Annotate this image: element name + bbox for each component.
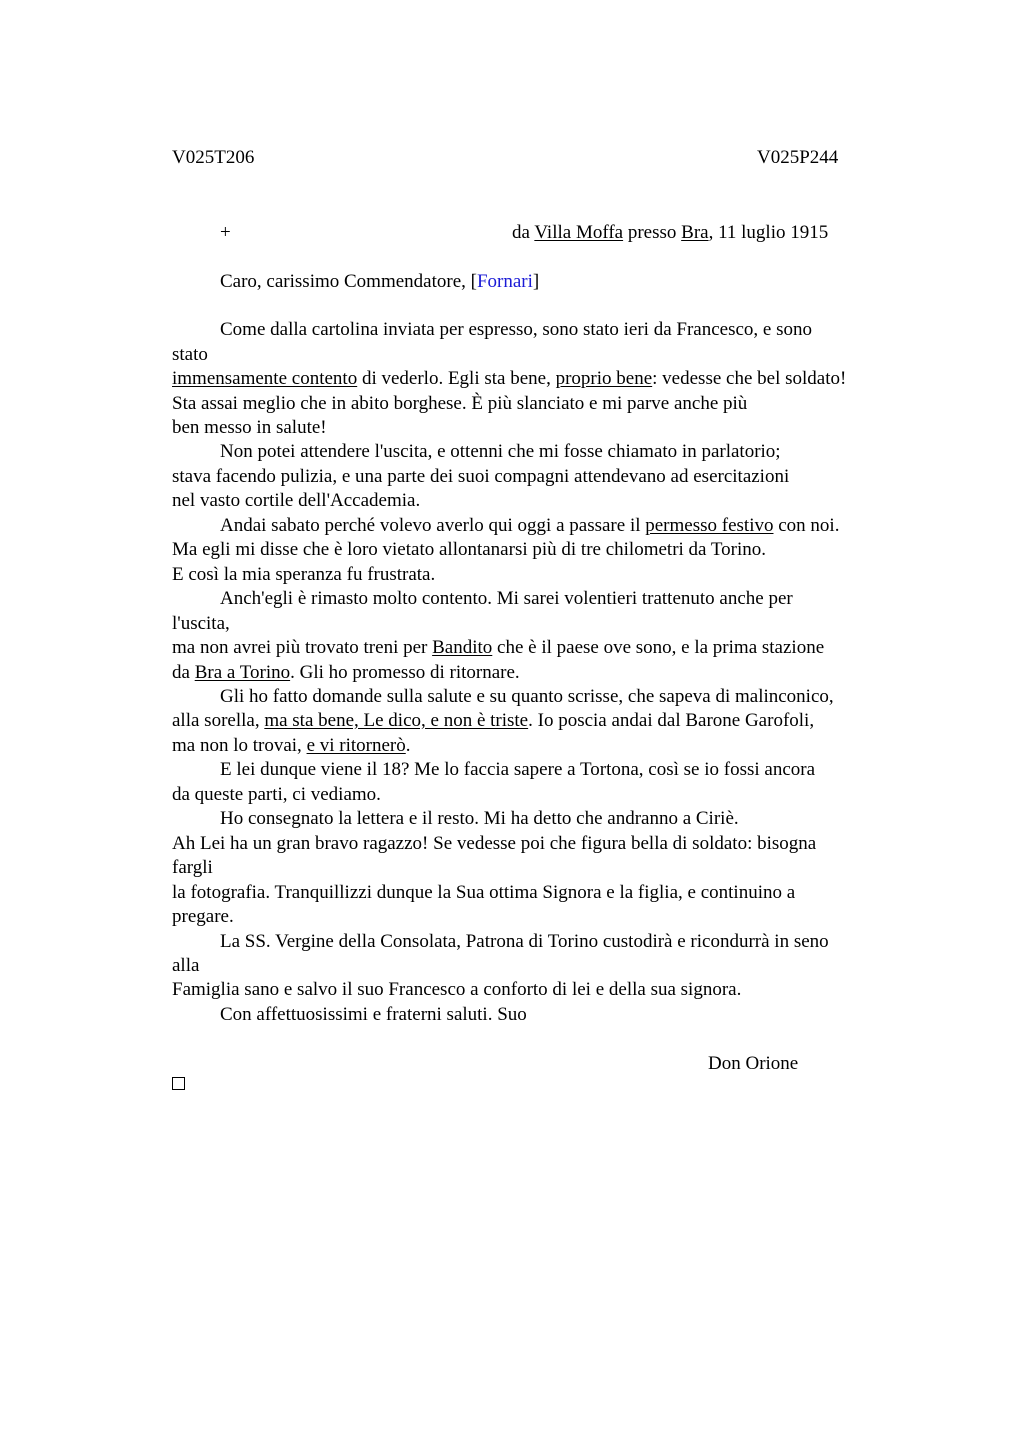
- body-text: : vedesse che bel soldato!: [652, 368, 847, 389]
- closing-line: Con affettuosissimi e fraterni saluti. Suo: [220, 1004, 527, 1025]
- salutation-close: ]: [532, 271, 540, 292]
- body-line: pregare.: [172, 906, 234, 927]
- body-line: [172, 734, 411, 758]
- body-text: che è il paese ove sono, e la prima stazione: [492, 637, 825, 658]
- body-text: . Io poscia andai dal Barone Garofoli,: [528, 710, 815, 731]
- body-text: alla sorella,: [172, 710, 265, 731]
- underlined-text[interactable]: e vi ritornerò: [306, 735, 406, 756]
- place-link[interactable]: Villa Moffa: [534, 222, 624, 243]
- body-text: di vederlo. Egli sta bene,: [357, 368, 556, 389]
- document-code-right: V025P244: [757, 147, 839, 168]
- town-link[interactable]: Bra: [681, 222, 709, 243]
- end-box-icon: [172, 1077, 185, 1090]
- body-line: stava facendo pulizia, e una parte dei suoi compagni attendevano ad esercitazioni: [172, 466, 790, 487]
- underlined-text[interactable]: immensamente contento: [172, 368, 358, 389]
- recipient-link[interactable]: Fornari: [476, 271, 533, 292]
- salutation-text: Caro, carissimo Commendatore, [: [220, 271, 477, 292]
- cross-symbol: +: [220, 222, 231, 243]
- body-text: con noi.: [773, 515, 840, 536]
- place-date-line: [512, 221, 828, 245]
- body-line: Ma egli mi disse che è loro vietato allontanarsi più di tre chilometri da Torino.: [172, 539, 767, 560]
- underlined-text[interactable]: proprio bene: [555, 368, 653, 389]
- body-line: nel vasto cortile dell'Accademia.: [172, 490, 421, 511]
- body-line: Famiglia sano e salvo il suo Francesco a conforto di lei e della sua signora.: [172, 979, 742, 1000]
- place-mid: presso: [623, 222, 682, 243]
- body-line: [172, 636, 824, 660]
- body-line: [172, 709, 814, 733]
- salutation: [220, 270, 539, 294]
- body-text: ma non avrei più trovato treni per: [172, 637, 433, 658]
- body-line: alla: [172, 955, 200, 976]
- body-line: ben messo in salute!: [172, 417, 327, 438]
- body-line: [172, 661, 520, 685]
- body-line: fargli: [172, 857, 213, 878]
- document-code-left: V025T206: [172, 147, 255, 168]
- body-line: Ah Lei ha un gran bravo ragazzo! Se vedesse poi che figura bella di soldato: bisogna: [172, 833, 817, 854]
- body-text: Andai sabato perché volevo averlo qui oggi a passare il: [220, 515, 646, 536]
- underlined-text[interactable]: permesso festivo: [645, 515, 774, 536]
- body-line: Sta assai meglio che in abito borghese. È più slanciato e mi parve anche più: [172, 393, 748, 414]
- body-text: ma non lo trovai,: [172, 735, 307, 756]
- body-text: .: [405, 735, 411, 756]
- underlined-text[interactable]: ma sta bene, Le dico, e non è triste: [264, 710, 529, 731]
- body-line: da queste parti, ci vediamo.: [172, 784, 381, 805]
- signature: Don Orione: [708, 1053, 799, 1074]
- place-prefix: da: [512, 222, 535, 243]
- underlined-text[interactable]: Bandito: [432, 637, 493, 658]
- body-line: Anch'egli è rimasto molto contento. Mi sarei volentieri trattenuto anche per: [220, 588, 793, 609]
- body-line: l'uscita,: [172, 613, 230, 634]
- body-line: Non potei attendere l'uscita, e ottenni che mi fosse chiamato in parlatorio;: [220, 441, 781, 462]
- body-text: da: [172, 662, 195, 683]
- body-line: la fotografia. Tranquillizzi dunque la Sua ottima Signora e la figlia, e continuino a: [172, 882, 796, 903]
- body-line: Ho consegnato la lettera e il resto. Mi ha detto che andranno a Ciriè.: [220, 808, 739, 829]
- body-line: E così la mia speranza fu frustrata.: [172, 564, 436, 585]
- body-text: . Gli ho promesso di ritornare.: [290, 662, 520, 683]
- body-line: E lei dunque viene il 18? Me lo faccia sapere a Tortona, così se io fossi ancora: [220, 759, 816, 780]
- body-line: Come dalla cartolina inviata per espresso, sono stato ieri da Francesco, e sono: [220, 319, 812, 340]
- letter-date: , 11 luglio 1915: [708, 222, 829, 243]
- body-line: Gli ho fatto domande sulla salute e su quanto scrisse, che sapeva di malinconico,: [220, 686, 834, 707]
- body-line: [220, 514, 839, 538]
- underlined-text[interactable]: Bra a Torino: [194, 662, 291, 683]
- body-line: stato: [172, 344, 208, 365]
- body-line: [172, 367, 846, 391]
- body-line: La SS. Vergine della Consolata, Patrona di Torino custodirà e ricondurrà in seno: [220, 931, 829, 952]
